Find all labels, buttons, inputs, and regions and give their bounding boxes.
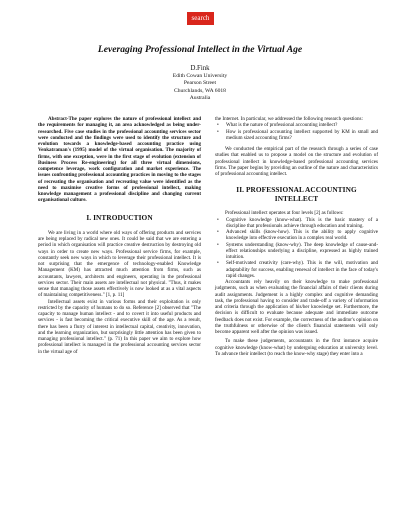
affiliation-line: Edith Cowan University <box>172 73 228 79</box>
body-paragraph: Intellectual assets exist in various forms and their exploitation is only restricted by the capacity of humans to do so. Reference [2] observed that "The capacity to manage human intellect - and to covert it into useful products and services - is fast becoming the critical executive skill of the age. As a result, there has been a flurry of interest in intellectual capital, creativity, innovation, and the learning organization, but surprisingly little attention has been given to managing professional intellect." (p. 71) In this paper we aim to explore how professional intellect is managed in the professional accounting services sector in the virtual age of <box>38 298 201 355</box>
list-item: • Self-motivated creativity (care-why). This is the will, motivation and adaptability for success, enabling renewal of intellect in the face of today's rapid changes. <box>217 260 378 279</box>
body-paragraph: We are living in a world where old ways of offering products and services are being replaced by radical new ones. It could be said that we are entering a period in which organisation will practice creative destruction by destroying old ways in order to create new ways. Professional service firms, for example, constantly seek new ways in which to leverage their professional intellect. It is not surprising that the emergence of technology-enabled Knowledge Management (KM) has attracted much attention from firms, such as accountants, lawyers, architects and engineers, operating in the professional services sector. Their main assets are intellectual not physical. "Thus, it makes sense that managing those assets effectively is now looked at as a vital aspects of maintaining competitiveness." [1, p. 11] <box>38 229 201 299</box>
right-column <box>215 116 378 357</box>
bullet-icon: • <box>217 229 219 235</box>
list-item: • What is the nature of professional accounting intellect? <box>217 122 338 129</box>
body-paragraph: Professional intellect operates at four levels [2] as follows: <box>225 210 344 217</box>
list-item: • Cognitive knowledge (know-what). This is the basic mastery of a discipline that professionals achieve through education and training. <box>217 216 378 229</box>
bullet-icon: • <box>217 122 219 129</box>
body-paragraph: To make these judgements, accountants in the first instance acquire cognitive knowledge (know-what) by undergoing education at university level. To advance their intellect (to reach the know-why stage) they enter into a <box>215 338 378 357</box>
intellect-levels-list <box>215 217 378 280</box>
search-button[interactable]: search <box>187 12 214 25</box>
bullet-icon: • <box>217 216 219 223</box>
bullet-icon: • <box>217 260 219 267</box>
left-column <box>38 116 201 355</box>
section-heading-introduction: I. INTRODUCTION <box>86 212 153 222</box>
list-item: • Advanced skills (know-how). This is the ability to apply cognitive knowledge into effective execution in a complex real world. <box>217 229 378 242</box>
research-questions-list <box>215 122 378 141</box>
bullet-icon: • <box>217 241 219 248</box>
author-name: D.Fink <box>190 65 210 72</box>
author-block <box>0 64 400 102</box>
affiliation-line: Pearson Street <box>183 80 217 87</box>
paper-title: Leveraging Professional Intellect in the Virtual Age <box>97 44 303 55</box>
affiliation-line: Churchlands, WA 6018 <box>174 87 226 94</box>
affiliation-line: Australia <box>189 94 211 101</box>
list-item: • Systems understanding (know-why). The deep knowledge of cause-and-effect relationships underlying a discipline, expressed as highly trained intuition. <box>217 241 378 260</box>
bullet-icon: • <box>217 128 219 135</box>
body-paragraph: Accountants rely heavily on their knowledge to make professional judgments, such as when evaluating the financial affairs of their clients during audit assignments. Judgement is a highly complex and cognitive demanding task, the professional having to consider and trade-off a variety of information and criteria through the application of his/her knowledge set. Furthermore, the decision is difficult to evaluate because adequate and immediate outcome feedback does not exist. For example, the correctness of the auditor's opinion on the truthfulness or otherwise of the client's financial statements will only become apparent well after the opinion was issued. <box>215 279 378 335</box>
list-item: • How is professional accounting intellect supported by KM in small and medium sized accounting firms? <box>217 128 378 141</box>
body-paragraph: We conducted the empirical part of the research through a series of case studies that enabled us to propose a model on the structure and evolution of professional intellect in knowledge-based professional accounting services firms. The paper begins by providing an outline of the nature and characteristics of professional accounting intellect. <box>215 146 378 177</box>
section-heading-professional-intellect: II. PROFESSIONAL ACCOUNTING INTELLECT <box>236 185 357 204</box>
abstract: Abstract-The paper explores the nature of professional intellect and the requirements for managing it, an area acknowledged as being under-researched. Five case studies in the professional accounting services sector were conducted and the findings were used to identify the structure and evolution towards a knowledge-based accounting practice using Venkatraman's (1995) model of the virtual organisation. The majority of firms, with one exception, were in the first stage of evolution (extension of Business Process Re-engineering) for all three virtual dimensions, competence leverage, work configuration and market experience. The issues confronting professional accounting practices in moving to the stages of recreating the organisation and recreating value were identified as the need to maximise creative forms of professional intellect, making knowledge management a professional discipline and changing current organisational culture. <box>38 116 201 204</box>
body-paragraph: the Internet. In particular, we addressed the following research questions: <box>215 116 363 122</box>
